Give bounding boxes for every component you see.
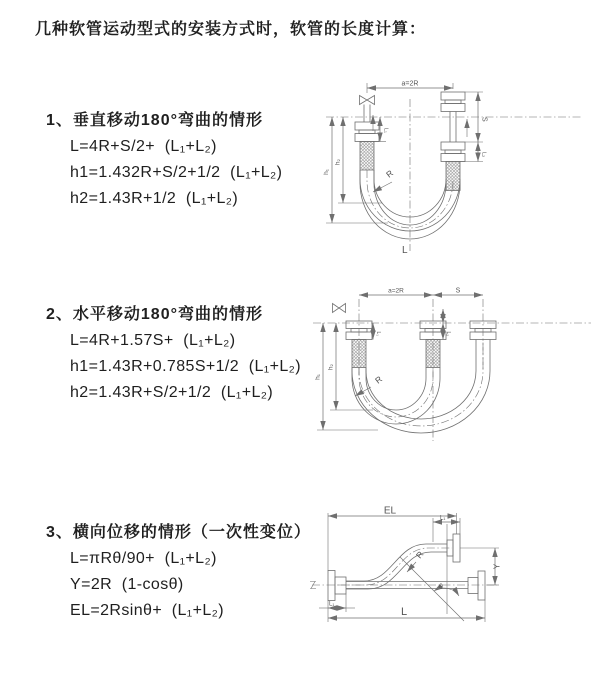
dim-l2-middle [443, 309, 451, 340]
dim-label-s: S [455, 287, 461, 295]
section-2-heading: 2、水平移动180°弯曲的情形 [46, 306, 263, 323]
diagram-vertical-movement-180-bend [310, 75, 595, 260]
formula-line: L=4R+S/2+ (L₁+L₂) [70, 138, 217, 155]
dim-label-s: S [480, 117, 488, 122]
dim-label-radius: R [413, 549, 426, 561]
braided-hose-section [426, 340, 440, 368]
dim-label-y: Y [492, 563, 502, 570]
dim-label-h1: h₁ [323, 169, 330, 175]
section-1-heading: 1、垂直移动180°弯曲的情形 [46, 112, 263, 129]
formula-line: h2=1.43R+S/2+1/2 (L₁+L₂) [70, 384, 274, 401]
section-horizontal-movement [46, 302, 301, 406]
braided-hose-section [360, 142, 374, 171]
valve-icon [360, 96, 375, 105]
diagram-horizontal-movement-180-bend [303, 283, 600, 455]
dim-l1-bottom-left [319, 594, 355, 612]
dim-label-l1: L₁ [440, 515, 446, 522]
displaced-hose-s-curve [338, 544, 452, 589]
left-flange [328, 571, 346, 601]
dim-label-radius: R [373, 373, 385, 386]
formula-line: h1=1.43R+0.785S+1/2 (L₁+L₂) [70, 358, 301, 375]
left-fitting [355, 105, 379, 171]
braided-hose-section [352, 340, 366, 368]
dim-label-l1: L₁ [382, 128, 389, 133]
right-fitting [441, 92, 465, 191]
dim-l1-left [373, 323, 381, 340]
formula-line: EL=2Rsinθ+ (L₁+L₂) [70, 602, 224, 619]
dim-label-l2: L₂ [445, 331, 451, 337]
dim-s [433, 288, 483, 296]
dim-label-span: a=2R [401, 80, 419, 88]
dim-label-el: EL [383, 505, 397, 517]
dim-label-h1: h₁ [314, 374, 322, 380]
dim-label-l1: L₁ [329, 601, 335, 608]
dim-label-length: L [402, 245, 408, 256]
page-title: 几种软管运动型式的安装方式时，软管的长度计算： [35, 21, 427, 38]
dim-span-a2r [359, 288, 433, 296]
dim-label-h2: h₂ [334, 158, 342, 166]
dim-el [328, 506, 457, 571]
dim-label-l: L [401, 606, 408, 618]
u-bend-position-1 [352, 368, 440, 425]
middle-fitting [420, 321, 446, 368]
section-lateral-displacement [46, 520, 311, 624]
left-fitting [346, 321, 372, 368]
dim-y [460, 548, 502, 585]
dim-label-l2: L₂ [480, 152, 487, 158]
dim-label-h2: h₂ [327, 363, 335, 371]
dim-l1-left [373, 117, 389, 142]
dim-l1-top [433, 516, 460, 543]
dim-label-l1: L₁ [375, 331, 381, 336]
formula-line: Y=2R (1-cosθ) [70, 576, 184, 593]
dim-l2-right [460, 142, 487, 162]
radius-callout [373, 168, 395, 192]
dim-label-theta: θ [439, 584, 443, 591]
formula-line: L=πRθ/90+ (L₁+L₂) [70, 550, 217, 567]
formula-line: h1=1.432R+S/2+1/2 (L₁+L₂) [70, 164, 283, 181]
section-3-heading: 3、横向位移的情形（一次性变位） [46, 524, 311, 541]
dim-h1 [323, 117, 388, 223]
diagram-lateral-displacement [300, 500, 600, 640]
section-vertical-movement [46, 108, 282, 212]
formula-line: L=4R+1.57S+ (L₁+L₂) [70, 332, 236, 349]
u-bend-position-2 [352, 340, 490, 434]
valve-icon [333, 304, 346, 313]
right-flange [468, 571, 485, 600]
dim-label-radius: R [384, 167, 396, 180]
dim-span-a2r [367, 81, 453, 94]
angle-theta-construction [400, 524, 464, 621]
formula-line: h2=1.43R+1/2 (L₁+L₂) [70, 190, 239, 207]
dim-label-span: a=2R [388, 287, 404, 295]
